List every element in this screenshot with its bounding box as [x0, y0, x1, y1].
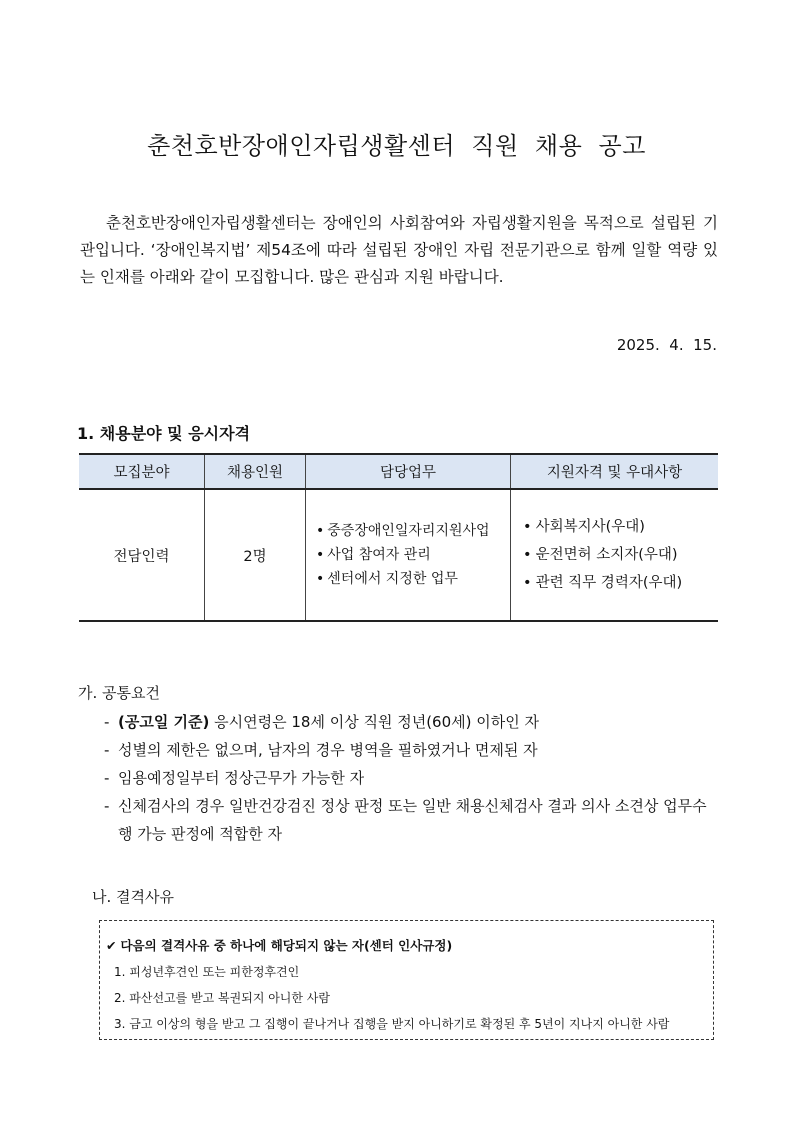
subsection-heading-disqualification: 나. 결격사유: [92, 888, 174, 906]
check-icon: ✔: [106, 938, 117, 953]
cell-qualifications: [511, 489, 719, 621]
cell-count: 2명: [205, 489, 306, 621]
list-item: [104, 792, 720, 848]
intro-paragraph: 춘천호반장애인자립생활센터는 장애인의 사회참여와 자립생활지원을 목적으로 설립된 기관입니다. ‘장애인복지법’ 제54조에 따라 설립된 장애인 자립 전문기관으로 함께 일할 역량 있는 인재를 아래와 같이 모집합니다. 많은 관심과 지원 바랍니다.: [80, 214, 718, 286]
list-item: [104, 736, 720, 764]
page-title: 춘천호반장애인자립생활센터 직원 채용 공고: [147, 132, 646, 160]
header-duties: 담당업무: [306, 454, 511, 489]
qualifications-list: [511, 513, 718, 597]
header-qualifications: 지원자격 및 우대사항: [511, 454, 719, 489]
duties-list: [306, 519, 510, 591]
subsection-heading-common-requirements: 가. 공통요건: [78, 684, 160, 702]
list-item: 3. 금고 이상의 형을 받고 그 집행이 끝나거나 집행을 받지 아니하기로 확정된 후 5년이 지나지 아니한 사람: [114, 1017, 670, 1031]
cell-duties: [306, 489, 511, 621]
box-heading-text: 다음의 결격사유 중 하나에 해당되지 않는 자(센터 인사규정): [120, 938, 453, 953]
disqualification-box: [99, 920, 714, 1040]
item-text: 응시연령은 18세 이상 직원 정년(60세) 이하인 자: [209, 713, 539, 731]
section-heading-recruitment: 1. 채용분야 및 응시자격: [77, 424, 251, 443]
recruitment-table: [79, 453, 718, 622]
common-requirements-list: [104, 708, 720, 848]
header-field: 모집분야: [79, 454, 205, 489]
item-text: 성별의 제한은 없으며, 남자의 경우 병역을 필하였거나 면제된 자: [118, 741, 538, 759]
disqualification-list: [114, 959, 669, 1037]
box-heading: [106, 936, 452, 954]
list-item: 1. 피성년후견인 또는 피한정후견인: [114, 965, 300, 979]
announcement-date: 2025. 4. 15.: [616, 336, 717, 354]
cell-field: 전담인력: [79, 489, 205, 621]
list-item: • 센터에서 지정한 업무: [316, 567, 510, 591]
item-text: 임용예정일부터 정상근무가 가능한 자: [118, 769, 365, 787]
table-row: [79, 489, 718, 621]
list-item: 2. 파산선고를 받고 복권되지 아니한 사람: [114, 991, 330, 1005]
list-item: • 운전면허 소지자(우대): [523, 541, 718, 569]
list-item: • 사업 참여자 관리: [316, 543, 510, 567]
table-header-row: [79, 454, 718, 489]
list-item: • 사회복지사(우대): [523, 513, 718, 541]
list-item: • 관련 직무 경력자(우대): [523, 569, 718, 597]
list-item: [104, 708, 720, 736]
header-count: 채용인원: [205, 454, 306, 489]
list-item: [104, 764, 720, 792]
bold-prefix: (공고일 기준): [118, 713, 210, 731]
list-item: • 중증장애인일자리지원사업: [316, 519, 510, 543]
item-text: 신체검사의 경우 일반건강검진 정상 판정 또는 일반 채용신체검사 결과 의사 소견상 업무수행 가능 판정에 적합한 자: [118, 797, 707, 843]
